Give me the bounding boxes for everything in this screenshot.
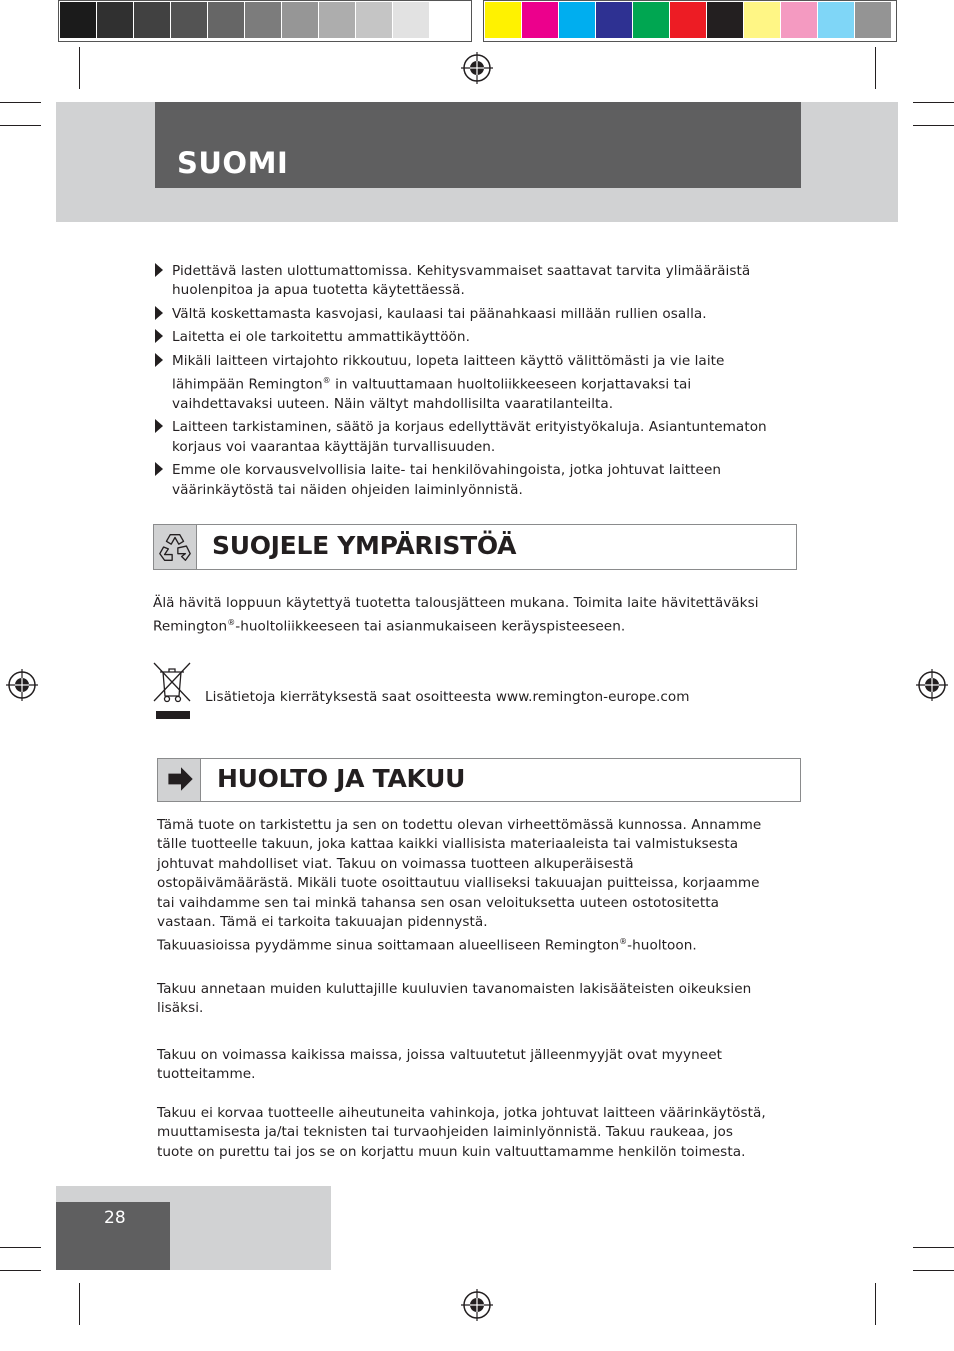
list-item: Pidettävä lasten ulottumattomissa. Kehitysvammaiset saattavat tarvita ylimääräistä huolenpitoa ja apua tuotetta käytettäessä. — [154, 262, 794, 301]
color-swatch — [744, 2, 780, 38]
warranty-paragraph: Takuu annetaan muiden kuluttajille kuuluvien tavanomaisten lakisääteisten oikeuksien lisäksi. — [157, 981, 752, 1017]
crop-mark — [913, 1247, 954, 1248]
section-heading: SUOJELE YMPÄRISTÖÄ — [212, 531, 517, 560]
crop-mark — [875, 47, 876, 89]
warranty-paragraph: Tämä tuote on tarkistettu ja sen on todettu olevan virheettömässä kunnossa. Annamme tälle tuotteelle takuun, joka kattaa kaikki viallisista materiaaleista tai valmistuksesta johtuvat mahdolliset viat. Takuu on voimassa tuotteen alkuperäisestä ostopäivämäärästä. Mikäli tuote osoittautuu vialliseksi takuuajan puitteissa, korjaamme tai vaihdamme sen tai minkä tahansa sen osan veloituksetta uuteen ostotositetta vastaan. Tämä ei tarkoita takuuajan pidennystä. Takuuasioissa pyydämme sinua soittamaan alueelliseen Remington®-huoltoon. — [157, 817, 762, 954]
color-swatch — [208, 2, 244, 38]
color-swatch — [818, 2, 854, 38]
color-swatch — [485, 2, 521, 38]
crop-mark — [913, 1270, 954, 1271]
crop-mark — [0, 1270, 41, 1271]
list-item: Vältä koskettamasta kasvojasi, kaulaasi tai päänahkaasi millään rullien osalla. — [154, 305, 794, 324]
color-swatch — [245, 2, 281, 38]
color-swatch — [60, 2, 96, 38]
color-swatch — [393, 2, 429, 38]
list-item: Mikäli laitteen virtajohto rikkoutuu, lopeta laitteen käyttö välittömästi ja vie laite lähimpään Remington® in valtuuttamaan huoltoliikkeeseen korjattavaksi tai vaihdettavaksi uuteen. Näin vältyt mahdollisilta vaaratilanteilta. — [154, 352, 794, 415]
crop-mark — [0, 125, 41, 126]
list-item: Laitteen tarkistaminen, säätö ja korjaus edellyttävät erityistyökaluja. Asiantuntematon korjaus voi vaarantaa käyttäjän turvallisuuden. — [154, 418, 794, 457]
bullet-triangle-icon — [155, 263, 163, 277]
crop-mark — [79, 47, 80, 89]
crop-mark — [79, 1283, 80, 1325]
list-item: Emme ole korvausvelvollisia laite- tai henkilövahingoista, jotka johtuvat laitteen väärinkäytöstä tai näiden ohjeiden laiminlyönnistä. — [154, 461, 794, 500]
registration-mark-icon — [461, 52, 493, 84]
recycle-icon — [156, 528, 194, 566]
color-swatch — [596, 2, 632, 38]
color-swatch — [522, 2, 558, 38]
registration-mark-icon — [461, 1289, 493, 1321]
process-color-bar — [483, 0, 897, 42]
color-swatch — [171, 2, 207, 38]
color-swatch — [559, 2, 595, 38]
crop-mark — [0, 1247, 41, 1248]
arrow-right-icon — [163, 761, 199, 797]
crop-mark — [875, 1283, 876, 1325]
page-title: SUOMI — [177, 146, 289, 180]
section-heading: HUOLTO JA TAKUU — [217, 764, 466, 793]
color-swatch — [670, 2, 706, 38]
color-swatch — [430, 2, 466, 38]
bullet-triangle-icon — [155, 462, 163, 476]
color-swatch — [781, 2, 817, 38]
list-item: Laitetta ei ole tarkoitettu ammattikäyttöön. — [154, 328, 794, 347]
registration-mark-icon — [6, 669, 38, 701]
warranty-paragraph: Takuu ei korvaa tuotteelle aiheutuneita vahinkoja, jotka johtuvat laitteen väärinkäytöstä, muuttamisesta ja/tai teknisten tai turvaohjeiden laiminlyönnistä. Takuu raukeaa, jos tuote on purettu tai jos se on korjattu muun kuin valtuuttamamme henkilön toimesta. — [157, 1105, 766, 1160]
grayscale-color-bar — [58, 0, 472, 42]
color-swatch — [319, 2, 355, 38]
crop-mark — [0, 102, 41, 103]
page-number: 28 — [104, 1208, 126, 1228]
environment-section-header — [153, 524, 797, 570]
color-swatch — [633, 2, 669, 38]
color-swatch — [97, 2, 133, 38]
icon-cell — [158, 759, 201, 801]
crop-mark — [913, 102, 954, 103]
color-swatch — [707, 2, 743, 38]
bullet-triangle-icon — [155, 329, 163, 343]
page-number-box — [56, 1202, 170, 1270]
color-swatch — [855, 2, 891, 38]
bullet-triangle-icon — [155, 419, 163, 433]
crossed-bin-icon — [151, 660, 193, 720]
title-box — [155, 102, 801, 188]
environment-paragraph: Älä hävitä loppuun käytettyä tuotetta talousjätteen mukana. Toimita laite hävitettäväksi Remington®-huoltoliikkeeseen tai asianmukaiseen keräyspisteeseen. — [153, 595, 759, 635]
color-swatch — [356, 2, 392, 38]
bullet-triangle-icon — [155, 353, 163, 367]
safety-bullet-list — [154, 262, 794, 504]
warranty-paragraph: Takuu on voimassa kaikissa maissa, joissa valtuutetut jälleenmyyjät ovat myyneet tuotteitamme. — [157, 1047, 722, 1083]
recycling-info: Lisätietoja kierrätyksestä saat osoitteesta www.remington-europe.com — [205, 689, 690, 705]
color-swatch — [134, 2, 170, 38]
crop-mark — [913, 125, 954, 126]
color-swatch — [282, 2, 318, 38]
warranty-section-header — [157, 758, 801, 802]
registration-mark-icon — [916, 669, 948, 701]
icon-cell — [154, 525, 197, 569]
bullet-triangle-icon — [155, 306, 163, 320]
